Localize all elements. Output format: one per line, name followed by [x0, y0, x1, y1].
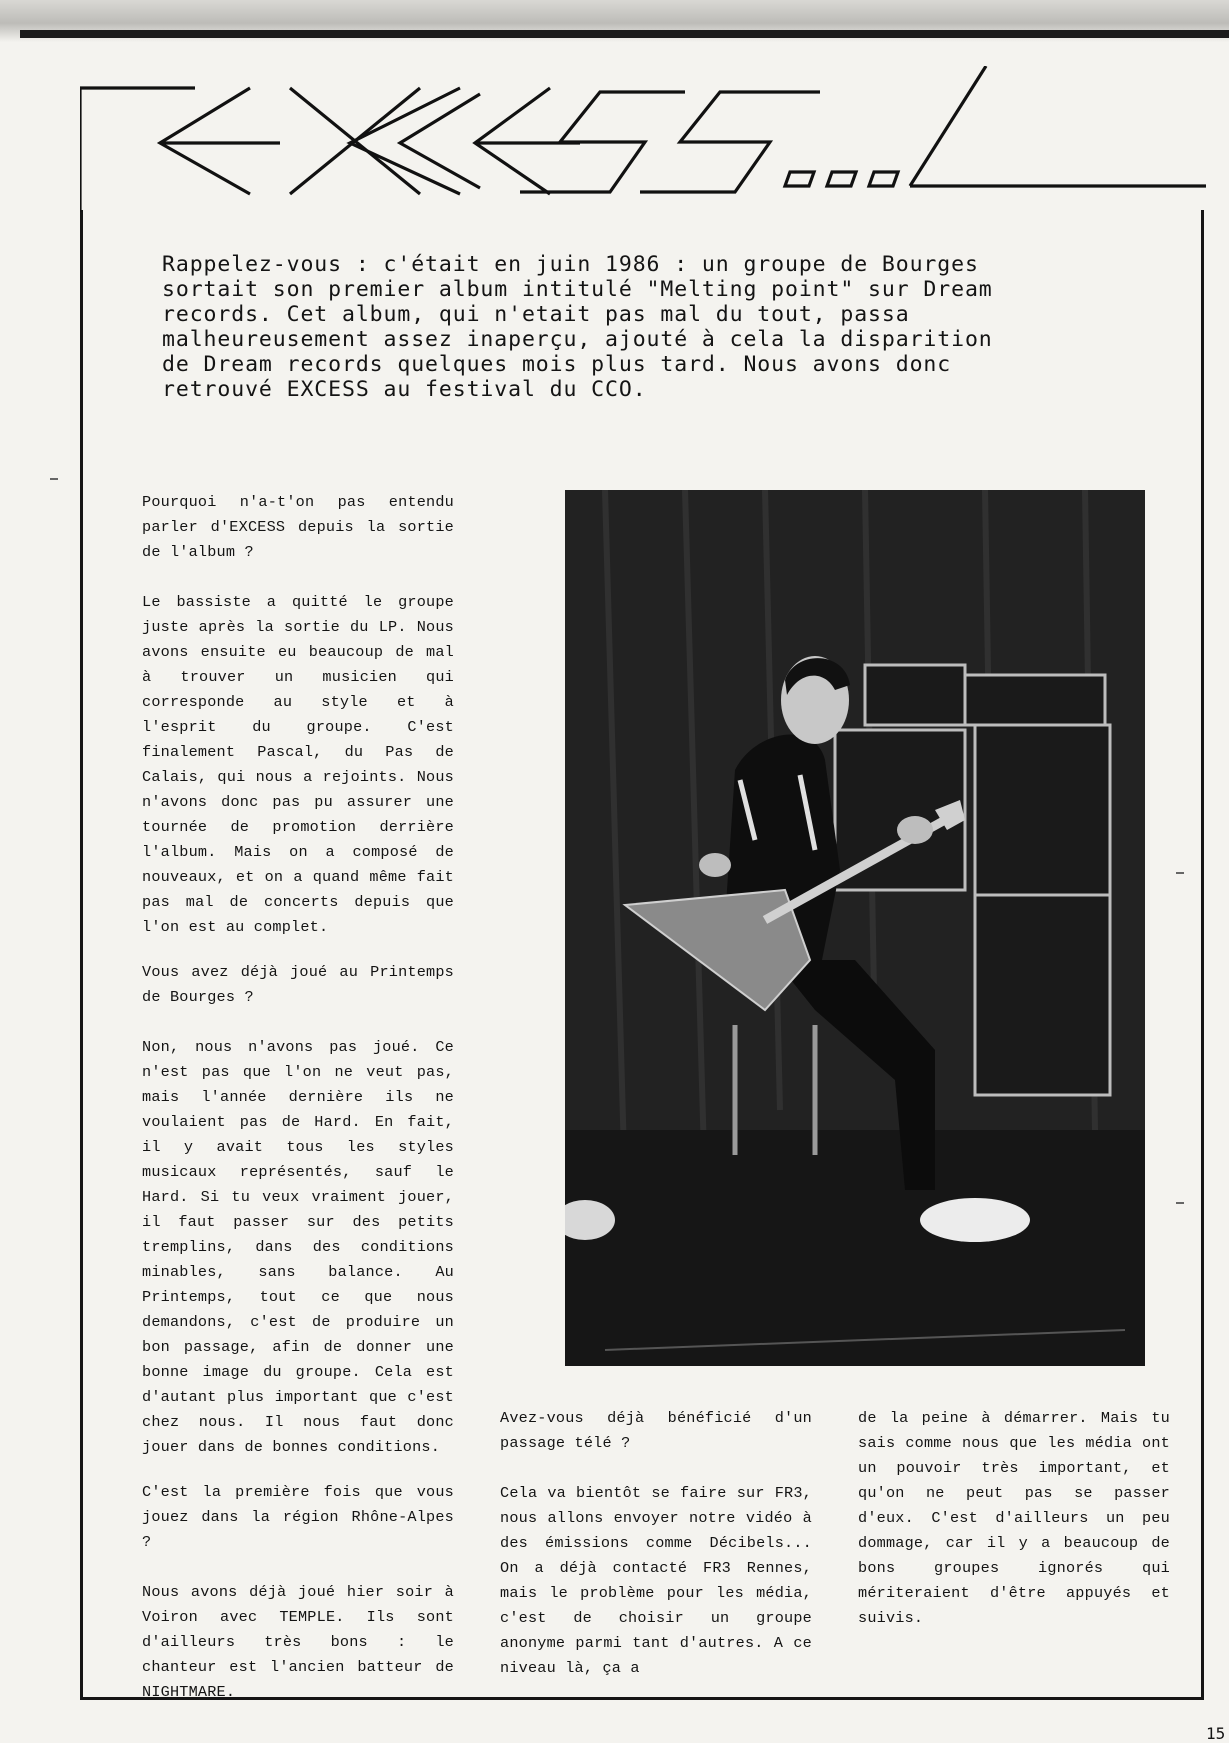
intro-line: retrouvé EXCESS au festival du CCO.: [162, 377, 647, 402]
answer: Non, nous n'avons pas joué. Ce n'est pas que l'on ne veut pas, mais l'année dernière ils ne voulaient pas de Hard. En fait, il y avait tous les styles musicaux représentés, sauf le Hard. Si tu veux vraiment jouer, il faut passer sur des petits tremplins, dans des conditions minables, sans balance. Au Printemps, tout ce que nous demandons, c'est de produire un bon passage, afin de donner une bonne image du groupe. Cela est d'autant plus important que c'est chez nous. Il nous faut donc jouer dans de bonnes conditions.: [142, 1038, 454, 1456]
intro-line: records. Cet album, qui n'etait pas mal du tout, passa: [162, 302, 910, 327]
left-column-2: [142, 960, 454, 1460]
question: Vous avez déjà joué au Printemps de Bourges ?: [142, 963, 454, 1006]
top-rule: [20, 30, 1229, 38]
right-column: [858, 1406, 1170, 1631]
intro-line: sortait son premier album intitulé "Melting point" sur Dream: [162, 277, 993, 302]
concert-photo: [565, 490, 1145, 1366]
left-column-3: [142, 1480, 454, 1705]
middle-column: [500, 1406, 812, 1681]
margin-mark: [1176, 1202, 1184, 1204]
answer: Cela va bientôt se faire sur FR3, nous allons envoyer notre vidéo à des émissions comme Décibels... On a déjà contacté FR3 Rennes, mais le problème pour les média, c'est de choisir un groupe anonyme parmi tant d'autres. A ce niveau là, ça a: [500, 1484, 812, 1677]
margin-mark: [1176, 872, 1184, 874]
question: Pourquoi n'a-t'on pas entendu parler d'EXCESS depuis la sortie de l'album ?: [142, 493, 454, 561]
left-column: [142, 490, 454, 940]
intro-text: [162, 252, 1112, 402]
intro-line: de Dream records quelques mois plus tard. Nous avons donc: [162, 352, 952, 377]
question: C'est la première fois que vous jouez dans la région Rhône-Alpes ?: [142, 1483, 454, 1551]
margin-mark: [50, 478, 58, 480]
answer: Nous avons déjà joué hier soir à Voiron avec TEMPLE. Ils sont d'ailleurs très bons : le chanteur est l'ancien batteur de NIGHTMARE.: [142, 1583, 454, 1701]
intro-line: malheureusement assez inaperçu, ajouté à cela la disparition: [162, 327, 993, 352]
guitarist-illustration: [565, 490, 1145, 1366]
page-number: 15: [1206, 1724, 1226, 1743]
question: Avez-vous déjà bénéficié d'un passage télé ?: [500, 1409, 812, 1452]
intro-line: Rappelez-vous : c'était en juin 1986 : un groupe de Bourges: [162, 252, 979, 277]
answer: Le bassiste a quitté le groupe juste après la sortie du LP. Nous avons ensuite eu beaucoup de mal à trouver un musicien qui corresponde au style et à l'esprit du groupe. C'est finalement Pascal, du Pas de Calais, qui nous a rejoints. Nous n'avons donc pas pu assurer une tournée de promotion derrière l'album. Mais on a composé de nouveaux, et on a quand même fait pas mal de concerts depuis que l'on est au complet.: [142, 593, 454, 936]
excess-logo: [80, 66, 1210, 218]
answer-continued: de la peine à démarrer. Mais tu sais comme nous que les média ont un pouvoir très important, et qu'on ne peut pas se passer d'eux. C'est d'ailleurs un peu dommage, car il y a beaucoup de bons groupes ignorés qui mériteraient d'être appuyés et suivis.: [858, 1409, 1170, 1627]
